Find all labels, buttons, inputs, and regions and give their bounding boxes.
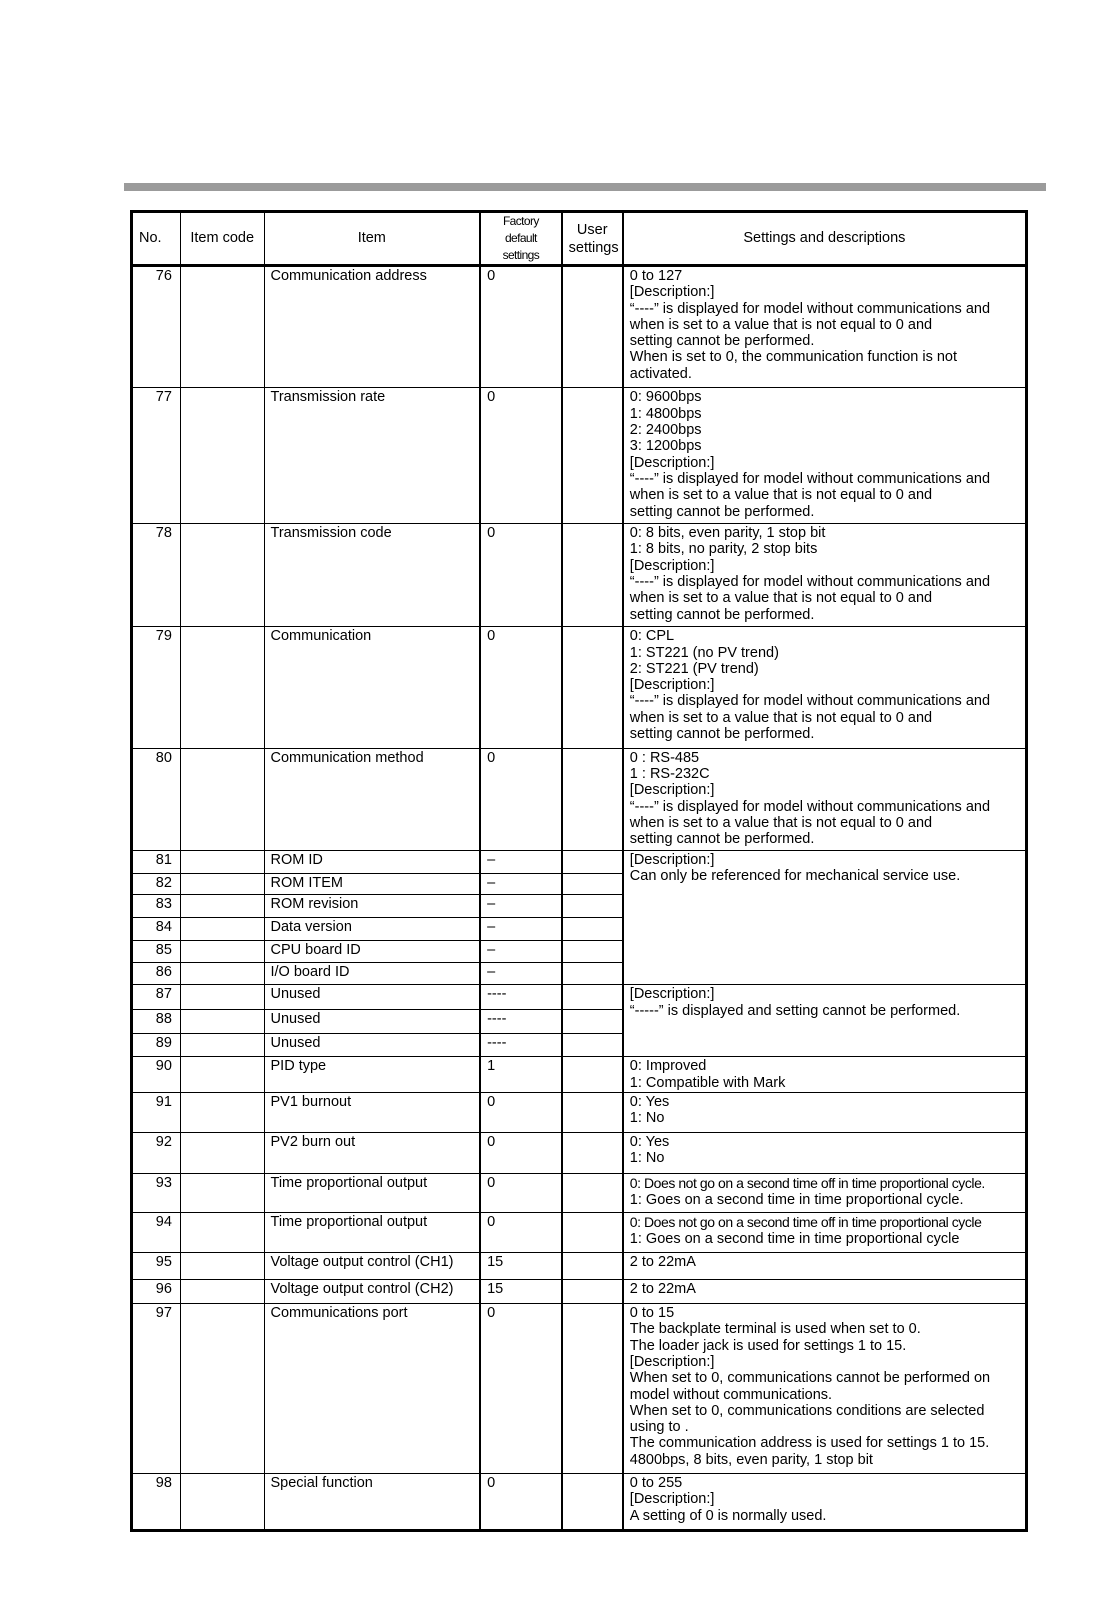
row-user-setting xyxy=(562,524,623,627)
row-item: PV1 burnout xyxy=(264,1092,480,1132)
row-user-setting xyxy=(562,895,623,917)
table-row xyxy=(132,1133,1027,1173)
header-no: No. xyxy=(132,212,181,266)
row-default: – xyxy=(480,895,562,917)
row-default: 0 xyxy=(480,266,562,388)
row-default: 0 xyxy=(480,1092,562,1132)
row-default: – xyxy=(480,874,562,895)
table-row xyxy=(132,627,1027,748)
row-item: Unused xyxy=(264,1009,480,1033)
row-item-code xyxy=(180,1009,264,1033)
row-user-setting xyxy=(562,627,623,748)
row-description: 0: 9600bps 1: 4800bps 2: 2400bps 3: 1200bps [Description:] “----” is displayed for model without communications and when is set to a value that is not equal to 0 and setting cannot be performed. xyxy=(623,388,1027,524)
row-no: 96 xyxy=(132,1279,181,1303)
row-default: 15 xyxy=(480,1279,562,1303)
row-item: I/O board ID xyxy=(264,963,480,985)
row-description: 0 to 255 [Description:] A setting of 0 is normally used. xyxy=(623,1474,1027,1531)
row-user-setting xyxy=(562,1057,623,1092)
row-item-code xyxy=(180,388,264,524)
row-user-setting xyxy=(562,1133,623,1173)
row-item: CPU board ID xyxy=(264,940,480,962)
row-default: 0 xyxy=(480,1304,562,1474)
row-default: ---- xyxy=(480,1033,562,1056)
row-user-setting xyxy=(562,850,623,873)
table-row xyxy=(132,1252,1027,1279)
settings-table xyxy=(130,210,1028,1532)
row-user-setting xyxy=(562,1009,623,1033)
row-item-code xyxy=(180,266,264,388)
row-item: ROM ITEM xyxy=(264,874,480,895)
table-header-row xyxy=(132,212,1027,266)
row-item: Transmission rate xyxy=(264,388,480,524)
row-no: 97 xyxy=(132,1304,181,1474)
table-row xyxy=(132,388,1027,524)
row-description: [Description:] “-----” is displayed and setting cannot be performed. xyxy=(623,985,1027,1057)
row-item: Data version xyxy=(264,917,480,940)
row-item-code xyxy=(180,940,264,962)
table-row xyxy=(132,985,1027,1009)
row-user-setting xyxy=(562,917,623,940)
row-default: – xyxy=(480,850,562,873)
row-no: 84 xyxy=(132,917,181,940)
row-description: 0: Improved 1: Compatible with Mark xyxy=(623,1057,1027,1092)
row-user-setting xyxy=(562,1092,623,1132)
row-no: 76 xyxy=(132,266,181,388)
row-no: 88 xyxy=(132,1009,181,1033)
row-description: 0: CPL 1: ST221 (no PV trend) 2: ST221 (PV trend) [Description:] “----” is displayed for model without communications and when is set to a value that is not equal to 0 and setting cannot be performed. xyxy=(623,627,1027,748)
row-item-code xyxy=(180,524,264,627)
row-item-code xyxy=(180,963,264,985)
table-row xyxy=(132,1092,1027,1132)
row-default: 0 xyxy=(480,627,562,748)
row-description: 0: Yes 1: No xyxy=(623,1092,1027,1132)
header-user-settings: User settings xyxy=(562,212,623,266)
header-factory-default: Factory default settings xyxy=(480,212,562,266)
row-description: 0: Yes 1: No xyxy=(623,1133,1027,1173)
row-default: – xyxy=(480,940,562,962)
row-default: 0 xyxy=(480,1213,562,1252)
row-item-code xyxy=(180,1092,264,1132)
row-item-code xyxy=(180,1213,264,1252)
row-user-setting xyxy=(562,1252,623,1279)
row-item-code xyxy=(180,874,264,895)
row-no: 89 xyxy=(132,1033,181,1056)
row-item: Transmission code xyxy=(264,524,480,627)
table-row xyxy=(132,524,1027,627)
row-user-setting xyxy=(562,1474,623,1531)
row-default: – xyxy=(480,917,562,940)
row-no: 77 xyxy=(132,388,181,524)
row-no: 83 xyxy=(132,895,181,917)
table-row xyxy=(132,1304,1027,1474)
header-item-code: Item code xyxy=(180,212,264,266)
row-no: 98 xyxy=(132,1474,181,1531)
row-no: 80 xyxy=(132,748,181,850)
row-user-setting xyxy=(562,1213,623,1252)
table-row xyxy=(132,1213,1027,1252)
row-user-setting xyxy=(562,266,623,388)
row-item: Voltage output control (CH1) xyxy=(264,1252,480,1279)
table-row xyxy=(132,850,1027,873)
row-item-code xyxy=(180,1173,264,1212)
table-row xyxy=(132,1474,1027,1531)
row-item-code xyxy=(180,985,264,1009)
row-item-code xyxy=(180,917,264,940)
row-description: 0 : RS-485 1 : RS-232C [Description:] “----” is displayed for model without communications and when is set to a value that is not equal to 0 and setting cannot be performed. xyxy=(623,748,1027,850)
row-default: ---- xyxy=(480,1009,562,1033)
row-item: Communication method xyxy=(264,748,480,850)
table-row xyxy=(132,1057,1027,1092)
table-row xyxy=(132,748,1027,850)
table-row xyxy=(132,1173,1027,1212)
row-item-code xyxy=(180,627,264,748)
row-user-setting xyxy=(562,748,623,850)
row-default: 0 xyxy=(480,1474,562,1531)
row-default: 0 xyxy=(480,388,562,524)
row-no: 79 xyxy=(132,627,181,748)
table-row xyxy=(132,1279,1027,1303)
row-default: ---- xyxy=(480,985,562,1009)
row-description: 2 to 22mA xyxy=(623,1279,1027,1303)
row-no: 95 xyxy=(132,1252,181,1279)
row-user-setting xyxy=(562,963,623,985)
row-no: 91 xyxy=(132,1092,181,1132)
row-item: Communication address xyxy=(264,266,480,388)
row-item-code xyxy=(180,1279,264,1303)
row-item-code xyxy=(180,850,264,873)
row-item: Communications port xyxy=(264,1304,480,1474)
row-default: 0 xyxy=(480,748,562,850)
row-item: ROM revision xyxy=(264,895,480,917)
row-item: Unused xyxy=(264,1033,480,1056)
row-item-code xyxy=(180,1304,264,1474)
row-item-code xyxy=(180,1033,264,1056)
row-item: Communication xyxy=(264,627,480,748)
row-user-setting xyxy=(562,874,623,895)
row-item: Voltage output control (CH2) xyxy=(264,1279,480,1303)
row-default: 1 xyxy=(480,1057,562,1092)
row-no: 78 xyxy=(132,524,181,627)
row-default: – xyxy=(480,963,562,985)
row-no: 93 xyxy=(132,1173,181,1212)
row-item-code xyxy=(180,1474,264,1531)
row-no: 81 xyxy=(132,850,181,873)
row-item-code xyxy=(180,748,264,850)
row-user-setting xyxy=(562,388,623,524)
row-description: 0: Does not go on a second time off in time proportional cycle 1: Goes on a second time in time proportional cycle xyxy=(623,1213,1027,1252)
row-no: 86 xyxy=(132,963,181,985)
row-item-code xyxy=(180,1133,264,1173)
table-row xyxy=(132,266,1027,388)
row-user-setting xyxy=(562,1033,623,1056)
top-rule xyxy=(124,183,1046,191)
row-item: ROM ID xyxy=(264,850,480,873)
row-item: Time proportional output xyxy=(264,1173,480,1212)
row-description: 0 to 15 The backplate terminal is used when set to 0. The loader jack is used for settings 1 to 15. [Description:] When set to 0, communications cannot be performed on model without communications. When set to 0, communications conditions are selected using to . The communication address is used for settings 1 to 15. 4800bps, 8 bits, even parity, 1 stop bit xyxy=(623,1304,1027,1474)
row-no: 87 xyxy=(132,985,181,1009)
row-default: 15 xyxy=(480,1252,562,1279)
row-user-setting xyxy=(562,985,623,1009)
row-no: 94 xyxy=(132,1213,181,1252)
row-no: 92 xyxy=(132,1133,181,1173)
row-default: 0 xyxy=(480,1133,562,1173)
row-default: 0 xyxy=(480,1173,562,1212)
row-item: Time proportional output xyxy=(264,1213,480,1252)
row-item-code xyxy=(180,1252,264,1279)
row-description: 0 to 127 [Description:] “----” is displayed for model without communications and when is set to a value that is not equal to 0 and setting cannot be performed. When is set to 0, the communication function is not activated. xyxy=(623,266,1027,388)
row-description: 0: Does not go on a second time off in time proportional cycle. 1: Goes on a second time in time proportional cycle. xyxy=(623,1173,1027,1212)
row-default: 0 xyxy=(480,524,562,627)
row-description: 2 to 22mA xyxy=(623,1252,1027,1279)
row-no: 85 xyxy=(132,940,181,962)
header-item: Item xyxy=(264,212,480,266)
row-user-setting xyxy=(562,1304,623,1474)
row-item: Unused xyxy=(264,985,480,1009)
row-item: Special function xyxy=(264,1474,480,1531)
row-item-code xyxy=(180,1057,264,1092)
row-item: PID type xyxy=(264,1057,480,1092)
row-no: 82 xyxy=(132,874,181,895)
row-user-setting xyxy=(562,1173,623,1212)
row-description: [Description:] Can only be referenced for mechanical service use. xyxy=(623,850,1027,985)
row-item-code xyxy=(180,895,264,917)
row-description: 0: 8 bits, even parity, 1 stop bit 1: 8 bits, no parity, 2 stop bits [Description:] “----” is displayed for model without communications and when is set to a value that is not equal to 0 and setting cannot be performed. xyxy=(623,524,1027,627)
row-item: PV2 burn out xyxy=(264,1133,480,1173)
row-no: 90 xyxy=(132,1057,181,1092)
row-user-setting xyxy=(562,1279,623,1303)
header-settings-descriptions: Settings and descriptions xyxy=(623,212,1027,266)
row-user-setting xyxy=(562,940,623,962)
